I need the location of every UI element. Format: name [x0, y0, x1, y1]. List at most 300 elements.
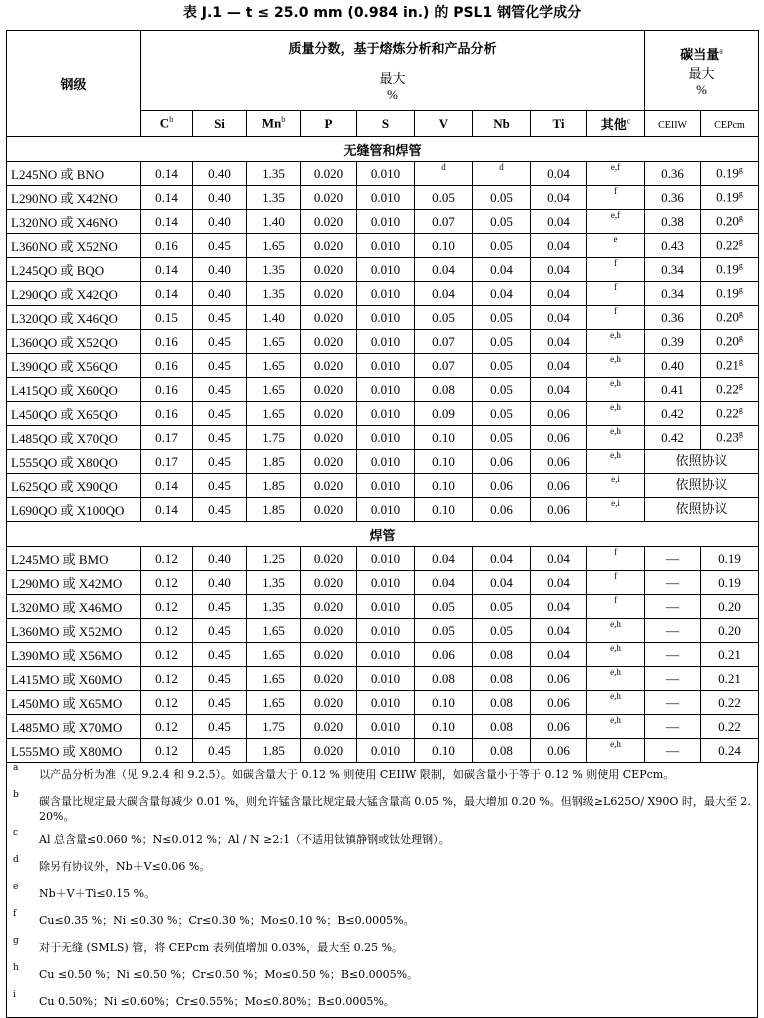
- cell-other: e: [587, 234, 645, 258]
- cell-mn: 1.65: [247, 643, 301, 667]
- cell-v: 0.07: [415, 330, 473, 354]
- cell-c: 0.12: [141, 739, 193, 763]
- cell-si: 0.45: [193, 426, 247, 450]
- column-header-label: V: [438, 115, 449, 131]
- steel-grade: L450MO 或 X65MO: [7, 691, 141, 715]
- cell-p: 0.020: [301, 571, 357, 595]
- cell-s: 0.010: [357, 595, 415, 619]
- footnote-mark: e: [13, 882, 19, 892]
- cepcm-note: g: [738, 237, 743, 247]
- cell-nb: 0.05: [473, 234, 531, 258]
- cell-ti: 0.06: [531, 715, 587, 739]
- cell-mn: 1.25: [247, 547, 301, 571]
- cepcm-note: g: [738, 213, 743, 223]
- cell-mn: 1.75: [247, 715, 301, 739]
- cepcm-value: 0.22: [716, 381, 739, 397]
- cell-c: 0.12: [141, 595, 193, 619]
- cell-c: 0.14: [141, 498, 193, 522]
- cell-ceiiw: —: [645, 547, 701, 571]
- cell-other: e,h: [587, 715, 645, 739]
- cell-other: f: [587, 571, 645, 595]
- cepcm-note: g: [738, 165, 743, 175]
- footnote-mark: b: [13, 790, 19, 800]
- section-row: [7, 137, 759, 162]
- cell-p: 0.020: [301, 547, 357, 571]
- cell-v: 0.04: [415, 547, 473, 571]
- cell-mn: 1.35: [247, 258, 301, 282]
- cell-ti: 0.04: [531, 234, 587, 258]
- cepcm-value: 0.20: [718, 622, 741, 638]
- table-row: [7, 162, 759, 186]
- cell-p: 0.020: [301, 474, 357, 498]
- cell-ti: 0.06: [531, 402, 587, 426]
- cepcm-value: 0.21: [716, 357, 739, 373]
- column-header-1: [193, 111, 247, 137]
- cell-ceiiw: —: [645, 715, 701, 739]
- column-header-label: S: [381, 115, 390, 131]
- column-header-label: CEPcm: [714, 119, 745, 131]
- cepcm-note: g: [738, 381, 743, 391]
- chemical-composition-table: [6, 30, 759, 763]
- cell-si: 0.40: [193, 547, 247, 571]
- cell-s: 0.010: [357, 619, 415, 643]
- cell-other: f: [587, 186, 645, 210]
- cell-nb: 0.05: [473, 186, 531, 210]
- table-row: [7, 186, 759, 210]
- cell-v: 0.10: [415, 234, 473, 258]
- cell-si: 0.45: [193, 619, 247, 643]
- cell-nb: 0.06: [473, 474, 531, 498]
- steel-grade: L360QO 或 X52QO: [7, 330, 141, 354]
- cell-ti: 0.06: [531, 691, 587, 715]
- cell-v: 0.05: [415, 595, 473, 619]
- cell-other: e,f: [587, 162, 645, 186]
- cell-nb: 0.08: [473, 667, 531, 691]
- column-header-label: CEIIW: [658, 119, 687, 131]
- cell-cepcm: [701, 547, 759, 571]
- steel-grade: L245NO 或 BNO: [7, 162, 141, 186]
- cell-v: 0.06: [415, 643, 473, 667]
- footnote: [7, 828, 757, 855]
- section-title: 无缝管和焊管: [7, 137, 759, 162]
- cell-cepcm: [701, 210, 759, 234]
- cell-p: 0.020: [301, 667, 357, 691]
- cell-mn: 1.40: [247, 210, 301, 234]
- cell-mn: 1.40: [247, 306, 301, 330]
- cell-c: 0.14: [141, 282, 193, 306]
- steel-grade: L320MO 或 X46MO: [7, 595, 141, 619]
- cell-s: 0.010: [357, 498, 415, 522]
- cell-si: 0.45: [193, 378, 247, 402]
- column-header-note: b: [281, 115, 286, 125]
- cell-p: 0.020: [301, 162, 357, 186]
- cell-ceiiw: 0.43: [645, 234, 701, 258]
- table-row: [7, 619, 759, 643]
- cell-mn: 1.75: [247, 426, 301, 450]
- cell-mn: 1.35: [247, 282, 301, 306]
- footnote: [7, 990, 757, 1017]
- cell-p: 0.020: [301, 354, 357, 378]
- cell-nb: 0.04: [473, 571, 531, 595]
- cell-v: 0.10: [415, 739, 473, 763]
- cepcm-value: 0.20: [716, 213, 739, 229]
- cepcm-value: 0.19: [716, 165, 739, 181]
- cell-ti: 0.04: [531, 306, 587, 330]
- cell-mn: 1.35: [247, 186, 301, 210]
- cell-ti: 0.04: [531, 258, 587, 282]
- steel-grade: L555MO 或 X80MO: [7, 739, 141, 763]
- cell-si: 0.45: [193, 306, 247, 330]
- cell-mn: 1.65: [247, 667, 301, 691]
- cell-v: 0.05: [415, 186, 473, 210]
- cepcm-note: g: [738, 285, 743, 295]
- cell-cepcm: [701, 619, 759, 643]
- cell-v: 0.05: [415, 306, 473, 330]
- cell-ti: 0.06: [531, 667, 587, 691]
- cell-other: e,h: [587, 330, 645, 354]
- cell-si: 0.40: [193, 186, 247, 210]
- steel-grade: L290QO 或 X42QO: [7, 282, 141, 306]
- cell-ceiiw: 0.40: [645, 354, 701, 378]
- cell-other: f: [587, 306, 645, 330]
- cell-cepcm: [701, 643, 759, 667]
- cell-mn: 1.85: [247, 450, 301, 474]
- footnote-text: 以产品分析为准（见 9.2.4 和 9.2.5）。如碳含量大于 0.12 % 则使用 CEIIW 限制，如碳含量小于等于 0.12 % 则使用 CEPcm。: [39, 768, 675, 781]
- cell-nb: 0.05: [473, 330, 531, 354]
- cell-other: e,h: [587, 354, 645, 378]
- cell-other: f: [587, 282, 645, 306]
- cell-nb: 0.05: [473, 402, 531, 426]
- cell-nb: 0.05: [473, 595, 531, 619]
- footnote-mark: a: [13, 763, 19, 773]
- cell-c: 0.15: [141, 306, 193, 330]
- cell-mn: 1.85: [247, 474, 301, 498]
- cell-nb: 0.05: [473, 426, 531, 450]
- cell-ceiiw: 0.36: [645, 162, 701, 186]
- steel-grade: L390QO 或 X56QO: [7, 354, 141, 378]
- cell-nb: 0.04: [473, 547, 531, 571]
- table-row: [7, 402, 759, 426]
- cell-nb: 0.05: [473, 378, 531, 402]
- table-row: [7, 282, 759, 306]
- cell-ceiiw: 0.36: [645, 186, 701, 210]
- steel-grade: L485MO 或 X70MO: [7, 715, 141, 739]
- cell-cepcm: [701, 426, 759, 450]
- cell-si: 0.45: [193, 474, 247, 498]
- cell-v: 0.05: [415, 619, 473, 643]
- cell-p: 0.020: [301, 498, 357, 522]
- cepcm-value: 0.20: [716, 309, 739, 325]
- cell-ti: 0.04: [531, 330, 587, 354]
- steel-grade: L360NO 或 X52NO: [7, 234, 141, 258]
- cell-s: 0.010: [357, 378, 415, 402]
- cell-other: e,f: [587, 210, 645, 234]
- cepcm-value: 0.19: [718, 574, 741, 590]
- cell-other: e,h: [587, 691, 645, 715]
- table-row: [7, 715, 759, 739]
- cell-ceiiw: —: [645, 643, 701, 667]
- footnote-mark: i: [13, 990, 16, 1000]
- cell-ti: 0.06: [531, 450, 587, 474]
- column-header-0: [141, 111, 193, 137]
- cell-p: 0.020: [301, 643, 357, 667]
- cell-ceiiw: 0.34: [645, 282, 701, 306]
- cell-c: 0.14: [141, 162, 193, 186]
- cell-c: 0.12: [141, 643, 193, 667]
- column-header-note: c: [626, 116, 631, 126]
- table-row: [7, 643, 759, 667]
- cell-ceiiw: 0.38: [645, 210, 701, 234]
- column-header-label: Mn: [261, 115, 282, 131]
- cell-ceiiw: 0.39: [645, 330, 701, 354]
- steel-grade: L290MO 或 X42MO: [7, 571, 141, 595]
- cell-mn: 1.65: [247, 619, 301, 643]
- cell-c: 0.14: [141, 186, 193, 210]
- column-header-8: [587, 111, 645, 137]
- footnote-text: Cu ≤0.50 %；Ni ≤0.50 %；Cr≤0.50 %；Mo≤0.50 %；B≤0.0005%。: [39, 968, 419, 981]
- cell-s: 0.010: [357, 258, 415, 282]
- cell-p: 0.020: [301, 234, 357, 258]
- cell-mn: 1.35: [247, 595, 301, 619]
- table-row: [7, 571, 759, 595]
- cell-nb: 0.08: [473, 691, 531, 715]
- footnote: [7, 936, 757, 963]
- footnote-text: Al 总含量≤0.060 %；N≤0.012 %；Al / N ≥2:1（不适用钛镇静钢或钛处理钢）。: [39, 833, 450, 846]
- table-row: [7, 258, 759, 282]
- cell-p: 0.020: [301, 330, 357, 354]
- cepcm-value: 0.19: [716, 189, 739, 205]
- cell-nb: d: [473, 162, 531, 186]
- steel-grade: L555QO 或 X80QO: [7, 450, 141, 474]
- cell-v: 0.10: [415, 450, 473, 474]
- cell-ti: 0.04: [531, 282, 587, 306]
- cell-other: e,h: [587, 426, 645, 450]
- cell-c: 0.12: [141, 691, 193, 715]
- cell-si: 0.40: [193, 571, 247, 595]
- cell-v: 0.10: [415, 498, 473, 522]
- column-header-label: P: [324, 115, 333, 131]
- cell-cepcm: [701, 691, 759, 715]
- cell-c: 0.12: [141, 571, 193, 595]
- steel-grade: L415MO 或 X60MO: [7, 667, 141, 691]
- steel-grade: L245MO 或 BMO: [7, 547, 141, 571]
- cell-c: 0.14: [141, 210, 193, 234]
- column-header-9: [645, 111, 701, 137]
- footnote: [7, 790, 757, 828]
- cell-v: 0.04: [415, 571, 473, 595]
- cell-cepcm: [701, 715, 759, 739]
- cell-other: e,h: [587, 643, 645, 667]
- cell-si: 0.45: [193, 739, 247, 763]
- cell-mn: 1.65: [247, 234, 301, 258]
- cepcm-value: 0.19: [716, 285, 739, 301]
- footnote-text: Nb＋V＋Ti≤0.15 %。: [39, 887, 156, 900]
- table-row: [7, 450, 759, 474]
- cell-s: 0.010: [357, 715, 415, 739]
- table-row: [7, 210, 759, 234]
- cell-cepcm: [701, 354, 759, 378]
- cepcm-value: 0.22: [716, 237, 739, 253]
- cell-by-agreement: 依照协议: [645, 498, 759, 522]
- cell-ti: 0.06: [531, 474, 587, 498]
- steel-grade: L625QO 或 X90QO: [7, 474, 141, 498]
- cell-c: 0.12: [141, 715, 193, 739]
- table-row: [7, 306, 759, 330]
- cell-ceiiw: 0.36: [645, 306, 701, 330]
- footnote-mark: h: [13, 963, 19, 973]
- cell-s: 0.010: [357, 474, 415, 498]
- table-row: [7, 234, 759, 258]
- cell-p: 0.020: [301, 426, 357, 450]
- cell-s: 0.010: [357, 330, 415, 354]
- column-header-5: [415, 111, 473, 137]
- cell-si: 0.45: [193, 643, 247, 667]
- cell-ceiiw: —: [645, 739, 701, 763]
- cell-cepcm: [701, 595, 759, 619]
- cell-mn: 1.65: [247, 402, 301, 426]
- cell-s: 0.010: [357, 282, 415, 306]
- cell-mn: 1.35: [247, 162, 301, 186]
- cell-nb: 0.05: [473, 210, 531, 234]
- cepcm-value: 0.24: [718, 742, 741, 758]
- cell-p: 0.020: [301, 306, 357, 330]
- cell-ti: 0.04: [531, 354, 587, 378]
- cell-v: 0.10: [415, 426, 473, 450]
- table-row: [7, 547, 759, 571]
- cell-v: 0.04: [415, 258, 473, 282]
- cell-c: 0.16: [141, 354, 193, 378]
- cell-ti: 0.06: [531, 426, 587, 450]
- cell-si: 0.45: [193, 234, 247, 258]
- cell-ceiiw: —: [645, 595, 701, 619]
- cell-c: 0.12: [141, 619, 193, 643]
- cepcm-note: g: [738, 357, 743, 367]
- cepcm-value: 0.19: [718, 550, 741, 566]
- table-row: [7, 330, 759, 354]
- cell-nb: 0.04: [473, 258, 531, 282]
- cell-other: e,h: [587, 378, 645, 402]
- column-header-label: Ti: [552, 115, 565, 131]
- cell-ceiiw: —: [645, 619, 701, 643]
- cell-other: e,h: [587, 402, 645, 426]
- cepcm-note: g: [738, 333, 743, 343]
- cell-mn: 1.85: [247, 498, 301, 522]
- cell-ti: 0.04: [531, 571, 587, 595]
- cell-cepcm: [701, 739, 759, 763]
- cell-ti: 0.04: [531, 186, 587, 210]
- column-header-label: 其他: [600, 117, 627, 132]
- footnote: [7, 855, 757, 882]
- cell-si: 0.40: [193, 162, 247, 186]
- cell-s: 0.010: [357, 210, 415, 234]
- cell-c: 0.17: [141, 426, 193, 450]
- cell-s: 0.010: [357, 426, 415, 450]
- cell-s: 0.010: [357, 547, 415, 571]
- cell-s: 0.010: [357, 162, 415, 186]
- cell-nb: 0.06: [473, 450, 531, 474]
- cell-s: 0.010: [357, 667, 415, 691]
- cell-cepcm: [701, 330, 759, 354]
- cell-cepcm: [701, 402, 759, 426]
- cell-si: 0.45: [193, 715, 247, 739]
- footnote: [7, 963, 757, 990]
- steel-grade: L485QO 或 X70QO: [7, 426, 141, 450]
- footnote-text: 除另有协议外，Nb＋V≤0.06 %。: [39, 860, 211, 873]
- steel-grade: L415QO 或 X60QO: [7, 378, 141, 402]
- footnote-text: 对于无缝 (SMLS) 管，将 CEPcm 表列值增加 0.03%，最大至 0.25 %。: [39, 941, 404, 954]
- cell-s: 0.010: [357, 186, 415, 210]
- cell-p: 0.020: [301, 210, 357, 234]
- cell-p: 0.020: [301, 739, 357, 763]
- table-row: [7, 691, 759, 715]
- cell-ti: 0.06: [531, 498, 587, 522]
- column-header-3: [301, 111, 357, 137]
- cell-ti: 0.04: [531, 378, 587, 402]
- steel-grade: L390MO 或 X56MO: [7, 643, 141, 667]
- cell-si: 0.40: [193, 282, 247, 306]
- steel-grade: L245QO 或 BQO: [7, 258, 141, 282]
- table-row: [7, 667, 759, 691]
- cell-other: e,i: [587, 474, 645, 498]
- footnote: [7, 882, 757, 909]
- cell-ti: 0.04: [531, 210, 587, 234]
- cepcm-value: 0.21: [718, 646, 741, 662]
- table-footnotes: [6, 763, 758, 1018]
- cell-v: 0.07: [415, 210, 473, 234]
- steel-grade: L320NO 或 X46NO: [7, 210, 141, 234]
- cell-c: 0.12: [141, 547, 193, 571]
- cell-v: d: [415, 162, 473, 186]
- column-header-4: [357, 111, 415, 137]
- cell-by-agreement: 依照协议: [645, 474, 759, 498]
- cepcm-value: 0.23: [716, 429, 739, 445]
- cell-other: e,i: [587, 498, 645, 522]
- footnote-text: Cu 0.50%；Ni ≤0.60%；Cr≤0.55%；Mo≤0.80%；B≤0.0005%。: [39, 995, 395, 1008]
- cell-si: 0.45: [193, 354, 247, 378]
- cepcm-value: 0.22: [718, 718, 741, 734]
- cell-other: e,h: [587, 450, 645, 474]
- cell-s: 0.010: [357, 739, 415, 763]
- column-header-note: b: [169, 115, 174, 125]
- cell-s: 0.010: [357, 354, 415, 378]
- mass-fraction-header: 质量分数，基于熔炼分析和产品分析 最大 %: [141, 31, 645, 111]
- cell-s: 0.010: [357, 234, 415, 258]
- cell-cepcm: [701, 378, 759, 402]
- column-header-10: [701, 111, 759, 137]
- cell-cepcm: [701, 234, 759, 258]
- cell-v: 0.10: [415, 691, 473, 715]
- cell-ceiiw: 0.42: [645, 426, 701, 450]
- cell-v: 0.10: [415, 474, 473, 498]
- cell-by-agreement: 依照协议: [645, 450, 759, 474]
- cell-ceiiw: —: [645, 691, 701, 715]
- cell-ceiiw: 0.41: [645, 378, 701, 402]
- cell-other: e,h: [587, 667, 645, 691]
- cell-si: 0.45: [193, 402, 247, 426]
- cell-c: 0.16: [141, 378, 193, 402]
- cell-other: f: [587, 258, 645, 282]
- cell-ti: 0.04: [531, 547, 587, 571]
- table-row: [7, 739, 759, 763]
- cepcm-note: g: [738, 405, 743, 415]
- cell-nb: 0.05: [473, 354, 531, 378]
- cell-s: 0.010: [357, 402, 415, 426]
- cell-cepcm: [701, 306, 759, 330]
- cell-mn: 1.35: [247, 571, 301, 595]
- footnote: [7, 909, 757, 936]
- table-row: [7, 595, 759, 619]
- steel-grade: L360MO 或 X52MO: [7, 619, 141, 643]
